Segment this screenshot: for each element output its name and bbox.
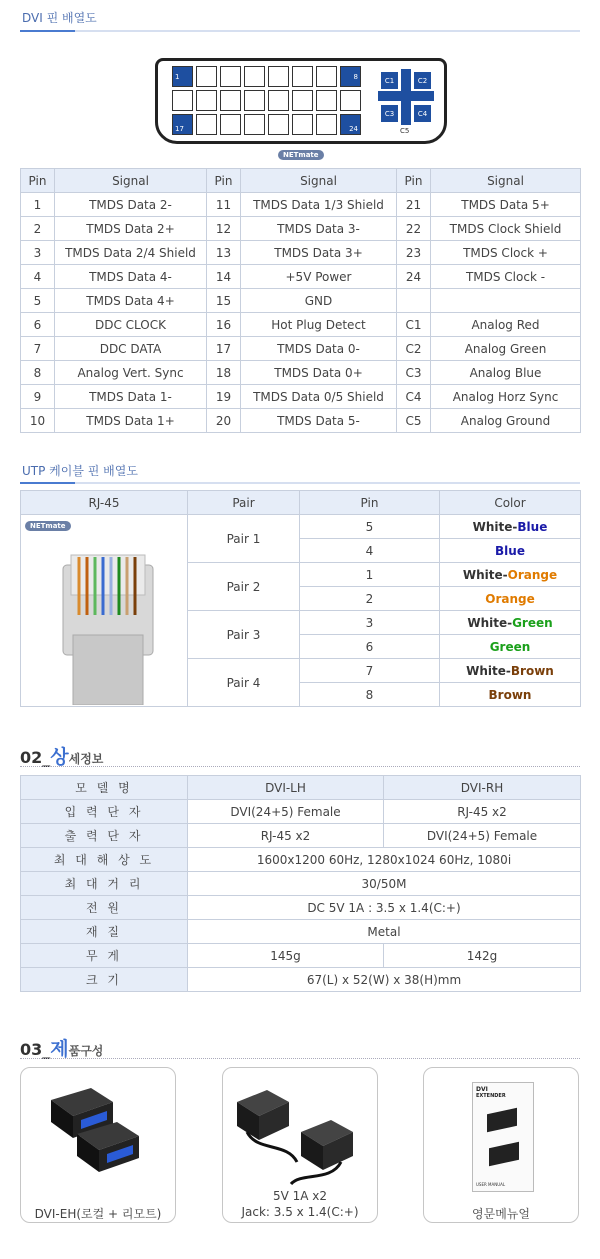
spec-label: 최 대 거 리 — [21, 872, 188, 896]
pin-c5-label: C5 — [400, 127, 410, 135]
utp-pin-cell: 3 — [300, 611, 440, 635]
rj45-plug-image — [21, 515, 188, 707]
spec-value-rh: 142g — [384, 944, 581, 968]
dvi-signal-cell: Analog Ground — [431, 409, 581, 433]
dvi-signal-cell: TMDS Clock - — [431, 265, 581, 289]
spec-label: 재 질 — [21, 920, 188, 944]
spec-heading-rest: 세정보 — [68, 752, 104, 766]
spec-value-rh: DVI(24+5) Female — [384, 824, 581, 848]
utp-pin-cell: 5 — [300, 515, 440, 539]
dvi-pin-cell: 8 — [21, 361, 55, 385]
spec-value: 1600x1200 60Hz, 1280x1024 60Hz, 1080i — [188, 848, 581, 872]
spec-value: 30/50M — [188, 872, 581, 896]
dvi-signal-cell: TMDS Data 5+ — [431, 193, 581, 217]
spec-label: 출 력 단 자 — [21, 824, 188, 848]
dvi-signal-cell: DDC CLOCK — [55, 313, 207, 337]
rj45-plug-icon — [21, 525, 186, 705]
utp-color-cell — [440, 515, 581, 539]
dvi-signal-cell: TMDS Data 1- — [55, 385, 207, 409]
dvi-signal-cell: TMDS Data 0/5 Shield — [241, 385, 397, 409]
dvi-pin-15 — [316, 90, 337, 111]
dvi-signal-cell: TMDS Data 2- — [55, 193, 207, 217]
dvi-signal-cell: TMDS Data 4+ — [55, 289, 207, 313]
dvi-signal-cell: Analog Red — [431, 313, 581, 337]
dvi-pin-2 — [196, 66, 217, 87]
dvi-pin-cell: C2 — [397, 337, 431, 361]
components-heading-accent: 제 — [50, 1038, 69, 1060]
dvi-pin-cell: 23 — [397, 241, 431, 265]
component-caption-adapter-jack: Jack: 3.5 x 1.4(C:+) — [241, 1205, 359, 1219]
power-adapter-image — [223, 1068, 379, 1188]
dvi-pin-23 — [316, 114, 337, 135]
utp-color-name: Orange — [485, 591, 535, 606]
dvi-pin-7 — [316, 66, 337, 87]
dvi-signal-cell: TMDS Data 5- — [241, 409, 397, 433]
spec-value: 67(L) x 52(W) x 38(H)mm — [188, 968, 581, 992]
spec-heading-divider — [20, 766, 580, 767]
utp-color-cell — [440, 539, 581, 563]
utp-color-cell — [440, 587, 581, 611]
dvi-pin-cell: 3 — [21, 241, 55, 265]
dvi-header-cell: Pin — [207, 169, 241, 193]
dvi-pin-cell: 20 — [207, 409, 241, 433]
utp-netmate-logo: NETmate — [25, 521, 71, 531]
dvi-pin-cell: 14 — [207, 265, 241, 289]
dvi-signal-cell — [431, 289, 581, 313]
dvi-pin-label-8: 8 — [353, 73, 358, 81]
utp-color-name: Orange — [507, 567, 558, 582]
dvi-pin-cell: 22 — [397, 217, 431, 241]
dvi-signal-cell: TMDS Data 2+ — [55, 217, 207, 241]
dvi-pin-6 — [292, 66, 313, 87]
dvi-table-row — [21, 337, 581, 361]
utp-table-row — [21, 515, 581, 539]
utp-color-cell — [440, 659, 581, 683]
spec-table — [20, 775, 581, 992]
utp-section-title: UTP 케이블 핀 배열도 — [22, 464, 138, 478]
utp-header-cell: Pin — [300, 491, 440, 515]
utp-pin-cell: 2 — [300, 587, 440, 611]
utp-color-white-prefix: White- — [462, 567, 508, 582]
utp-color-cell — [440, 563, 581, 587]
spec-table-row — [21, 920, 581, 944]
dvi-pin-cell: 9 — [21, 385, 55, 409]
utp-pin-cell: 4 — [300, 539, 440, 563]
dvi-pin-cell: C3 — [397, 361, 431, 385]
dvi-pin-20 — [244, 114, 265, 135]
dvi-pin-22 — [292, 114, 313, 135]
dvi-header-cell: Signal — [241, 169, 397, 193]
dvi-pin-9 — [172, 90, 193, 111]
utp-color-white-prefix: White- — [472, 519, 518, 534]
spec-table-row — [21, 824, 581, 848]
dvi-signal-cell: DDC DATA — [55, 337, 207, 361]
utp-pair-cell: Pair 1 — [188, 515, 300, 563]
utp-color-cell — [440, 683, 581, 707]
utp-color-name: Green — [489, 639, 531, 654]
dvi-pin-19 — [220, 114, 241, 135]
spec-heading-num: 02_ — [20, 748, 51, 767]
dvi-table-row — [21, 241, 581, 265]
dvi-signal-cell: TMDS Data 1/3 Shield — [241, 193, 397, 217]
spec-table-row — [21, 848, 581, 872]
dvi-signal-cell: Analog Horz Sync — [431, 385, 581, 409]
spec-value-lh: 145g — [188, 944, 384, 968]
dvi-signal-cell: TMDS Data 4- — [55, 265, 207, 289]
dvi-pin-cell: C1 — [397, 313, 431, 337]
manual-cover-image — [472, 1082, 534, 1192]
dvi-pin-cell: 18 — [207, 361, 241, 385]
dvi-section-title: DVI 핀 배열도 — [22, 11, 97, 25]
dvi-pin-cell: 21 — [397, 193, 431, 217]
dvi-signal-cell: TMDS Clock + — [431, 241, 581, 265]
spec-table-row — [21, 896, 581, 920]
spec-value-rh: RJ-45 x2 — [384, 800, 581, 824]
dvi-pin-cell: 24 — [397, 265, 431, 289]
dvi-header-cell: Pin — [21, 169, 55, 193]
dvi-header-cell: Signal — [55, 169, 207, 193]
spec-heading-accent: 상 — [50, 746, 69, 768]
analog-pin-cross — [378, 69, 434, 125]
dvi-signal-cell: TMDS Data 1+ — [55, 409, 207, 433]
spec-label: 크 기 — [21, 968, 188, 992]
utp-header-cell: Color — [440, 491, 581, 515]
spec-value: DC 5V 1A : 3.5 x 1.4(C:+) — [188, 896, 581, 920]
utp-header-cell: Pair — [188, 491, 300, 515]
dvi-pin-8 — [340, 66, 361, 87]
utp-pin-cell: 6 — [300, 635, 440, 659]
utp-color-cell — [440, 635, 581, 659]
utp-pin-table — [20, 490, 581, 707]
dvi-pin-14 — [292, 90, 313, 111]
dvi-pin-cell: 19 — [207, 385, 241, 409]
dvi-table-row — [21, 265, 581, 289]
extender-units-image — [21, 1068, 177, 1188]
dvi-pin-10 — [196, 90, 217, 111]
spec-value-lh: RJ-45 x2 — [188, 824, 384, 848]
utp-color-cell — [440, 611, 581, 635]
components-heading-num: 03_ — [20, 1040, 51, 1059]
dvi-table-row — [21, 409, 581, 433]
manual-cover-footer: USER MANUAL — [476, 1182, 506, 1187]
spec-table-row — [21, 968, 581, 992]
utp-color-name: Blue — [495, 543, 525, 558]
spec-value-lh: DVI(24+5) Female — [188, 800, 384, 824]
spec-label: 무 게 — [21, 944, 188, 968]
utp-header-cell: RJ-45 — [21, 491, 188, 515]
dvi-signal-cell: TMDS Data 2/4 Shield — [55, 241, 207, 265]
component-caption-manual: 영문메뉴얼 — [472, 1207, 530, 1221]
dvi-pin-21 — [268, 114, 289, 135]
spec-label: 최 대 해 상 도 — [21, 848, 188, 872]
dvi-pin-18 — [196, 114, 217, 135]
spec-label: 전 원 — [21, 896, 188, 920]
spec-model-lh: DVI-LH — [188, 776, 384, 800]
dvi-pin-label-24: 24 — [349, 125, 358, 133]
components-heading — [20, 1034, 103, 1061]
component-caption-adapter: 5V 1A x2 — [272, 1189, 328, 1203]
dvi-table-row — [21, 289, 581, 313]
dvi-header-cell: Pin — [397, 169, 431, 193]
dvi-connector-diagram — [155, 58, 447, 144]
dvi-pin-table — [20, 168, 581, 433]
spec-label: 입 력 단 자 — [21, 800, 188, 824]
dvi-pin-cell: 12 — [207, 217, 241, 241]
dvi-pin-cell: 5 — [21, 289, 55, 313]
dvi-pin-cell: C4 — [397, 385, 431, 409]
dvi-pin-24 — [340, 114, 361, 135]
utp-color-name: Blue — [517, 519, 548, 534]
dvi-pin-11 — [220, 90, 241, 111]
spec-table-row — [21, 872, 581, 896]
dvi-pin-5 — [268, 66, 289, 87]
dvi-signal-cell: GND — [241, 289, 397, 313]
utp-pair-cell: Pair 3 — [188, 611, 300, 659]
dvi-pin-cell: 17 — [207, 337, 241, 361]
utp-color-white-prefix: White- — [466, 663, 511, 678]
dvi-section-underline — [20, 30, 580, 32]
spec-value: Metal — [188, 920, 581, 944]
pin-c3: C3 — [381, 105, 398, 122]
dvi-table-row — [21, 193, 581, 217]
dvi-pin-cell: 10 — [21, 409, 55, 433]
utp-color-name: Brown — [488, 687, 532, 702]
dvi-pin-cell: 11 — [207, 193, 241, 217]
dvi-table-row — [21, 361, 581, 385]
dvi-pin-16 — [340, 90, 361, 111]
manual-cover-title: DVI — [476, 1086, 488, 1093]
pin-c2: C2 — [414, 72, 431, 89]
component-card-adapter — [222, 1067, 378, 1223]
dvi-signal-cell: TMDS Data 0- — [241, 337, 397, 361]
components-heading-rest: 품구성 — [68, 1044, 104, 1058]
dvi-signal-cell: TMDS Data 3- — [241, 217, 397, 241]
dvi-pin-13 — [268, 90, 289, 111]
dvi-pin-4 — [244, 66, 265, 87]
dvi-signal-cell: +5V Power — [241, 265, 397, 289]
component-caption-extender: DVI-EH(로컬 + 리모트) — [34, 1207, 162, 1221]
netmate-logo: NETmate — [278, 150, 324, 160]
dvi-pin-cell: 16 — [207, 313, 241, 337]
manual-cover-subtitle: EXTENDER — [476, 1093, 506, 1099]
dvi-pin-label-17: 17 — [175, 125, 184, 133]
dvi-pin-cell: C5 — [397, 409, 431, 433]
dvi-pin-grid — [172, 66, 361, 135]
dvi-pin-1 — [172, 66, 193, 87]
dvi-table-row — [21, 217, 581, 241]
dvi-pin-cell: 6 — [21, 313, 55, 337]
dvi-pin-3 — [220, 66, 241, 87]
pin-c1: C1 — [381, 72, 398, 89]
dvi-signal-cell: TMDS Clock Shield — [431, 217, 581, 241]
dvi-pin-cell: 13 — [207, 241, 241, 265]
utp-section-underline — [20, 482, 580, 484]
spec-heading — [20, 742, 103, 769]
utp-pair-cell: Pair 2 — [188, 563, 300, 611]
spec-model-rh: DVI-RH — [384, 776, 581, 800]
dvi-pin-cell: 1 — [21, 193, 55, 217]
spec-table-header — [21, 776, 581, 800]
dvi-pin-cell: 7 — [21, 337, 55, 361]
dvi-pin-cell — [397, 289, 431, 313]
utp-pin-cell: 7 — [300, 659, 440, 683]
dvi-signal-cell: Analog Vert. Sync — [55, 361, 207, 385]
dvi-signal-cell: TMDS Data 3+ — [241, 241, 397, 265]
components-heading-divider — [20, 1058, 580, 1059]
utp-pin-cell: 8 — [300, 683, 440, 707]
dvi-pin-label-1: 1 — [175, 73, 180, 81]
utp-table-header — [21, 491, 581, 515]
dvi-pin-17 — [172, 114, 193, 135]
utp-pair-cell: Pair 4 — [188, 659, 300, 707]
dvi-pin-12 — [244, 90, 265, 111]
utp-color-name: Brown — [510, 663, 554, 678]
spec-table-row — [21, 944, 581, 968]
dvi-table-row — [21, 385, 581, 409]
dvi-table-header — [21, 169, 581, 193]
spec-table-row — [21, 800, 581, 824]
spec-label-model: 모 델 명 — [21, 776, 188, 800]
dvi-header-cell: Signal — [431, 169, 581, 193]
dvi-pin-cell: 4 — [21, 265, 55, 289]
component-card-manual — [423, 1067, 579, 1223]
dvi-signal-cell: Hot Plug Detect — [241, 313, 397, 337]
dvi-signal-cell: Analog Blue — [431, 361, 581, 385]
dvi-pin-cell: 15 — [207, 289, 241, 313]
dvi-signal-cell: TMDS Data 0+ — [241, 361, 397, 385]
dvi-table-row — [21, 313, 581, 337]
dvi-pin-cell: 2 — [21, 217, 55, 241]
utp-pin-cell: 1 — [300, 563, 440, 587]
dvi-signal-cell: Analog Green — [431, 337, 581, 361]
utp-color-white-prefix: White- — [467, 615, 513, 630]
component-card-extender — [20, 1067, 176, 1223]
pin-c4: C4 — [414, 105, 431, 122]
utp-color-name: Green — [512, 615, 553, 630]
